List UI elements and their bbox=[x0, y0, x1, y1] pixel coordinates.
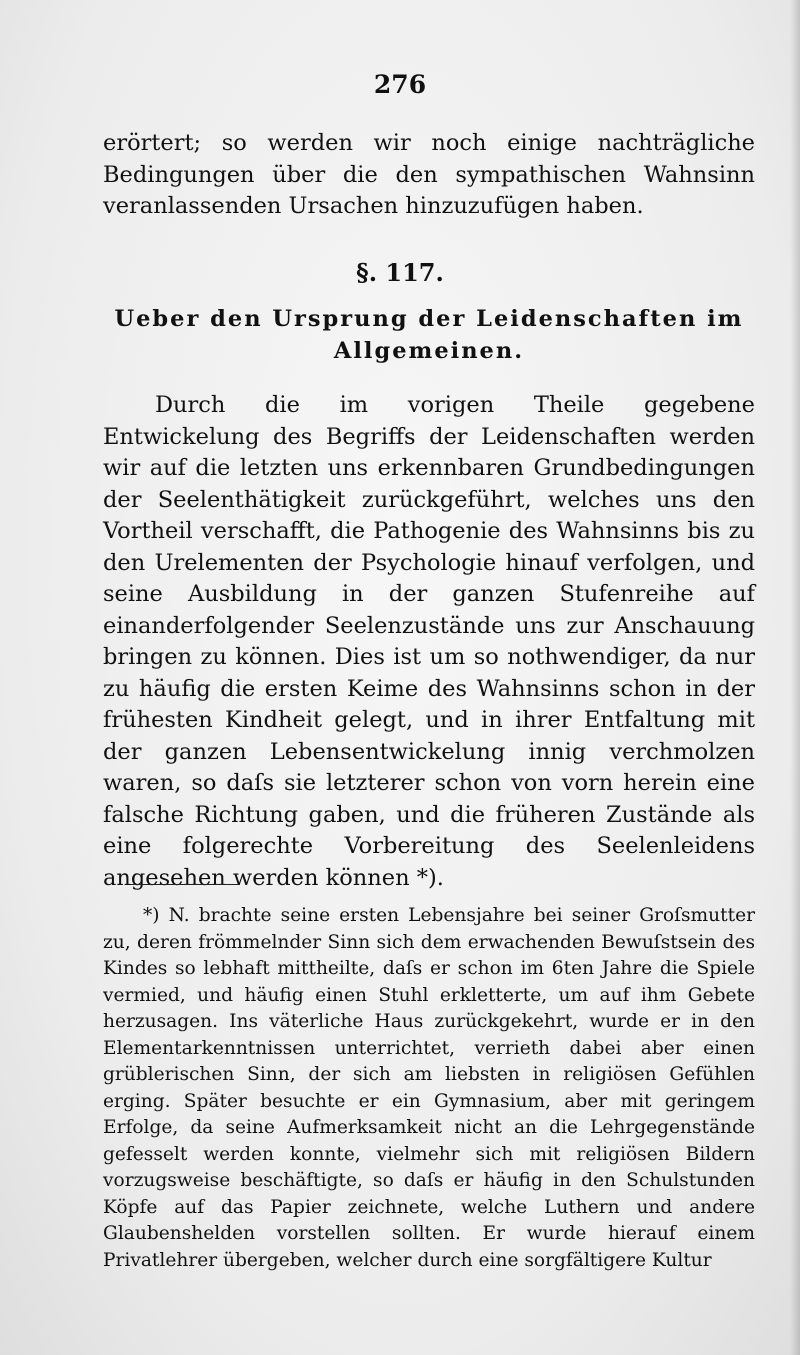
section-heading: Ueber den Ursprung der Leidenschaften im Allgemeinen. bbox=[114, 306, 744, 364]
page-number: 276 bbox=[373, 70, 427, 99]
intro-paragraph: erörtert; so werden wir noch einige nachträgliche Bedingungen über die den sympathischen Wahnsinn veranlassenden Ursachen hinzuzufügen haben. bbox=[103, 130, 755, 219]
section-number: §. 117. bbox=[356, 258, 444, 287]
main-paragraph: Durch die im vorigen Theile gegebene Entwickelung des Begriffs der Leidenschaften werden wir auf die letzten uns erkennbaren Grundbedingungen der Seelenthätigkeit zurückgeführt, welches uns den Vortheil verschafft, die Pathogenie des Wahnsinns bis zu den Urelementen der Psychologie hinauf verfolgen, und seine Ausbildung in der ganzen Stufenreihe auf einanderfolgender Seelenzustände uns zur Anschauung bringen zu können. Dies ist um so nothwendiger, da nur zu häufig die ersten Keime des Wahnsinns schon in der frühesten Kindheit gelegt, und in ihrer Entfaltung mit der ganzen Lebensentwickelung innig verchmolzen waren, so daſs sie letzterer schon von vorn herein eine falsche Richtung gaben, und die früheren Zustände als eine folgerechte Vorbereitung des Seelenleidens angesehen werden können *). bbox=[103, 392, 755, 891]
footnote: *) N. brachte seine ersten Lebensjahre bei seiner Groſsmutter zu, deren frömmelnder Sinn sich dem erwachenden Bewuſstsein des Kindes so lebhaft mittheilte, daſs er schon im 6ten Jahre die Spiele vermied, und häufig einen Stuhl erkletterte, um auf ihm Gebete herzusagen. Ins väterliche Haus zurückgekehrt, wurde er in den Elementarkenntnissen unterrichtet, verrieth dabei aber einen grüblerischen Sinn, der sich am liebsten in religiösen Gefühlen erging. Später besuchte er ein Gymnasium, aber mit geringem Erfolge, da seine Aufmerksamkeit nicht an die Lehrgegenstände gefesselt werden konnte, vielmehr sich mit religiösen Bildern vorzugsweise beschäftigte, so daſs er häufig in den Schulstunden Köpfe auf das Papier zeichnete, welche Luthern und andere Glaubenshelden vorstellen sollten. Er wurde hierauf einem Privatlehrer übergeben, welcher durch eine sorgfältigere Kultur bbox=[103, 905, 755, 1271]
footnote-rule bbox=[130, 884, 240, 885]
page-edge-shadow bbox=[790, 0, 800, 1355]
